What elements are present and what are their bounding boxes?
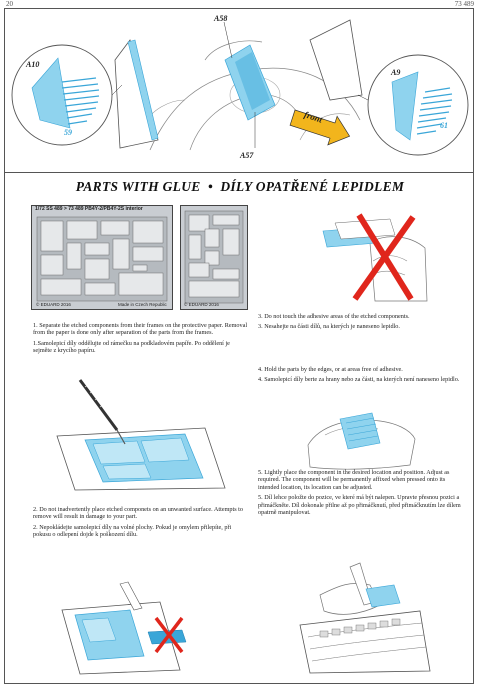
step-2-text: [33, 506, 248, 542]
step-4-english: 4. Hold the parts by the edges, or at areas free of adhesive.: [258, 366, 403, 373]
section-heading: [0, 179, 480, 195]
step-2-czech: 2. Nepokládejte samolepicí díly na volné plochy. Pokud je omylem přilepíte, při pokusu o odlepení dojde k poškození dílu.: [33, 523, 232, 539]
step-1-czech: 1.Samolepicí díly oddělujte od rámečku na podkladovém papíře. Po oddělení je sejměte z krycího papíru.: [33, 339, 230, 355]
no-touch-illustration: [315, 213, 435, 303]
step-4-text: [258, 366, 463, 387]
heading-bullet: •: [207, 179, 213, 194]
callout-a57: A57: [240, 151, 254, 160]
front-arrow: [288, 103, 354, 150]
fret-title: 1/72 SS 489 > 73 489 PB4Y-2/PB4Y-2S interior: [35, 206, 143, 212]
part-number-61: 61: [440, 121, 448, 130]
page-number-right: 73 489: [454, 0, 474, 8]
placing-illustration: [290, 545, 440, 675]
fret-made-left: Made in Czech Republic: [118, 302, 167, 307]
heading-english: PARTS WITH GLUE: [75, 179, 201, 194]
cutting-illustration: [55, 378, 230, 493]
step-5-text: [258, 469, 463, 519]
assembly-diagram: [0, 0, 480, 172]
part-number-59: 59: [64, 128, 72, 137]
step-2-english: 2. Do not inadvertently place etched componets on an unwanted surface. Attempts to remove will result in damage to your part.: [33, 506, 243, 521]
heading-czech: DÍLY OPATŘENÉ LEPIDLEM: [220, 179, 405, 194]
page-number-left: 20: [6, 0, 13, 8]
callout-a58: A58: [214, 14, 228, 23]
fret-sheet-left: [31, 205, 173, 310]
fret-brand-right: © EDUARD 2016: [184, 302, 219, 307]
step-3-text: [258, 313, 463, 334]
fret-sheet-right: [180, 205, 248, 310]
wrong-placement-illustration: [60, 580, 210, 675]
callout-a10: A10: [26, 60, 40, 69]
step-3-english: 3. Do not touch the adhesive areas of the etched components.: [258, 313, 410, 320]
fret-brand-left: © EDUARD 2016: [36, 302, 71, 307]
callout-a9: A9: [391, 68, 401, 77]
holding-illustration: [300, 405, 420, 475]
section-divider: [4, 172, 474, 173]
step-4-czech: 4. Samolepicí díly berte za hrany nebo za části, na kterých není naneseno lepidlo.: [258, 376, 460, 384]
front-label: front: [302, 109, 324, 125]
step-1-english: 1. Separate the etched components from their frames on the protective paper. Removal from the paper is done only after separation of the parts from the frames.: [33, 322, 248, 337]
step-5-english: 5. Lightly place the component in the desired location and position. Adjust as required. The component will be permanently affixed when pressed onto its intended location, its location can be adjusted.: [258, 469, 450, 491]
step-1-text: [33, 322, 248, 358]
step-3-czech: 3. Nesahejte na části dílů, na kterých je naneseno lepidlo.: [258, 323, 400, 331]
step-5-czech: 5. Díl lehce položte do pozice, ve které má být nalepen. Upravte přesnou pozici a přimáčkněte. Díl dokonale přilne až po přimáčknutí, před přimáčknutím lze dílem opatrně manipulovat.: [258, 494, 461, 517]
